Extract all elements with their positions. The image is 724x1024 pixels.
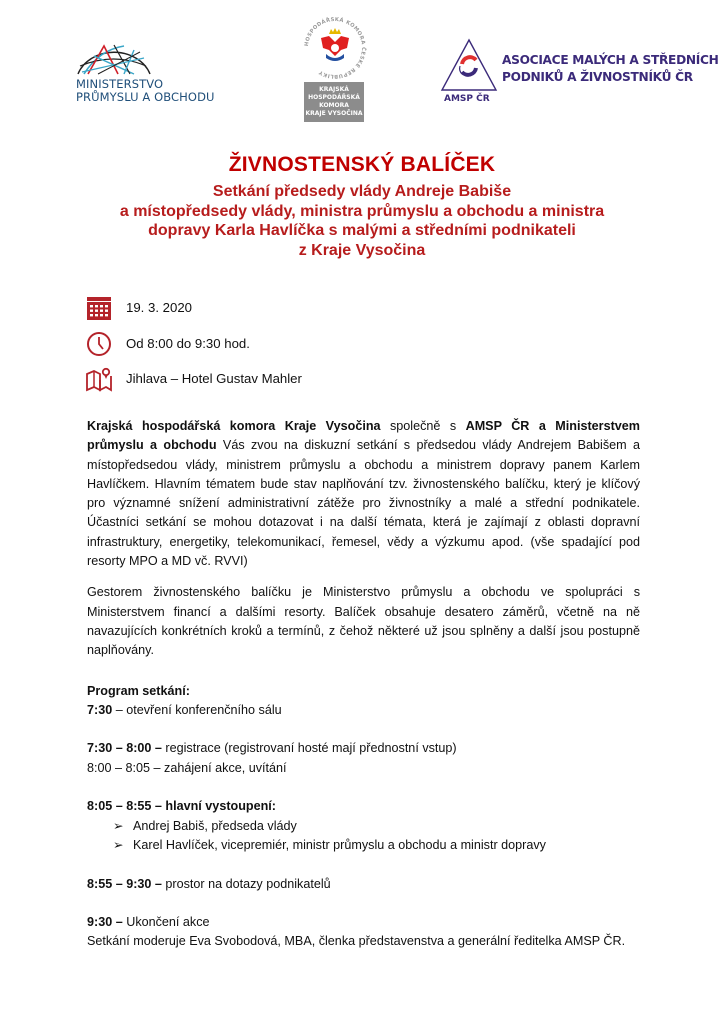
mpo-globe-icon bbox=[74, 42, 154, 76]
logo-hk bbox=[295, 16, 375, 124]
program-heading: Program setkání: bbox=[87, 683, 190, 698]
event-date-row bbox=[86, 295, 192, 321]
program-item bbox=[87, 701, 640, 720]
map-pin-icon bbox=[86, 366, 112, 392]
subtitle-line: Setkání předsedy vlády Andreje Babiše bbox=[212, 183, 512, 200]
event-time-row bbox=[86, 331, 250, 357]
hk-box-line: HOSPODÁŘSKÁ bbox=[308, 94, 360, 101]
subtitle-line: a místopředsedy vlády, ministra průmyslu a obchodu a ministra bbox=[119, 202, 605, 220]
calendar-icon bbox=[86, 295, 112, 321]
mpo-name-line2: PRŮMYSLU A OBCHODU bbox=[76, 90, 215, 104]
document-body bbox=[87, 417, 640, 952]
amsp-name-line1: ASOCIACE MALÝCH A STŘEDNÍCH bbox=[502, 53, 719, 67]
moderator-line: Setkání moderuje Eva Svobodová, MBA, členka představenstva a generální ředitelka AMSP ČR. bbox=[87, 934, 626, 949]
event-place: Jihlava – Hotel Gustav Mahler bbox=[126, 371, 302, 386]
para-text: společně s bbox=[380, 419, 466, 433]
program-text: 8:00 – 8:05 – zahájení akce, uvítání bbox=[87, 760, 287, 775]
hk-box-line: KRAJE VYSOČINA bbox=[305, 110, 363, 117]
invitation-paragraph bbox=[87, 417, 640, 571]
program-sep: – bbox=[112, 702, 127, 717]
arrow-bullet-icon: ➢ bbox=[113, 818, 124, 833]
program-time: 8:55 – 9:30 – bbox=[87, 876, 162, 891]
speaker-text: Andrej Babiš, předseda vlády bbox=[133, 818, 297, 833]
subtitle-line: z Kraje Vysočina bbox=[298, 241, 426, 259]
subtitle-line: dopravy Karla Havlíčka s malými a středními podnikateli bbox=[148, 222, 576, 239]
amsp-name-line2: PODNIKŮ A ŽIVNOSTNÍKŮ ČR bbox=[502, 70, 693, 84]
program-time: 9:30 – bbox=[87, 915, 123, 930]
para-text: Vás zvou na diskuzní setkání s předsedou vlády Andrejem Babišem a místopředsedou vlády, ministrem průmyslu a obchodu a ministrem dopravy panem Karlem Havlíčkem. Hlavním tématem bude stav naplňování tzv. živnostenského balíčku, který je klíčový pro významné snížení administrativní zátěže pro živnostníky a malé a střední podnikatele. Účastníci setkání se mohou dotazovat i na další témata, která je zajímají z oblasti dopravní infrastruktury, energetiky, telekomunikací, řemesel, vědy a výzkumu apod. (vše spadající pod resorty MPO a MD vč. RVVI) bbox=[87, 438, 640, 569]
program-item bbox=[87, 759, 640, 778]
program-time: 7:30 bbox=[87, 702, 113, 717]
program-item bbox=[87, 875, 640, 894]
program-item bbox=[87, 739, 640, 758]
program-text: Ukončení akce bbox=[122, 915, 210, 930]
page-title: ŽIVNOSTENSKÝ BALÍČEK bbox=[228, 153, 496, 176]
hk-name-box bbox=[304, 82, 364, 122]
event-time: Od 8:00 do 9:30 hod. bbox=[126, 336, 250, 351]
amsp-triangle-icon bbox=[440, 38, 498, 92]
speaker-text: Karel Havlíček, vicepremiér, ministr průmyslu a obchodu a ministr dopravy bbox=[133, 837, 546, 852]
program-section bbox=[87, 682, 640, 952]
speaker-item bbox=[87, 836, 640, 855]
program-item bbox=[87, 797, 640, 816]
org-chamber: Krajská hospodářská komora Kraje Vysočina bbox=[87, 419, 381, 433]
program-text: registrace (registrovaní hosté mají přednostní vstup) bbox=[161, 741, 457, 756]
clock-icon bbox=[86, 331, 112, 357]
speaker-item bbox=[87, 817, 640, 836]
logo-mpo bbox=[74, 42, 244, 112]
arrow-bullet-icon: ➢ bbox=[113, 837, 124, 852]
logo-amsp bbox=[440, 38, 719, 110]
program-item bbox=[87, 913, 640, 932]
org-partners: AMSP ČR a Ministerstvem průmyslu a obchodu bbox=[87, 419, 640, 453]
event-place-row bbox=[86, 366, 302, 392]
program-time: 7:30 – 8:00 – bbox=[87, 741, 162, 756]
program-text: otevření konferenčního sálu bbox=[126, 702, 282, 717]
mpo-name-line1: MINISTERSTVO bbox=[76, 77, 164, 91]
program-text: prostor na dotazy podnikatelů bbox=[161, 876, 331, 891]
hk-box-line: KOMORA bbox=[319, 102, 349, 109]
amsp-abbr: AMSP ČR bbox=[444, 94, 490, 104]
hk-emblem-icon bbox=[295, 16, 375, 80]
page-subtitle bbox=[0, 182, 724, 260]
hk-ring-text: HOSPODÁŘSKÁ KOMORA ČESKÉ REPUBLIKY bbox=[303, 16, 367, 80]
hk-box-line: KRAJSKÁ bbox=[319, 86, 349, 93]
program-time: 8:05 – 8:55 – hlavní vystoupení: bbox=[87, 799, 276, 814]
event-date: 19. 3. 2020 bbox=[126, 300, 192, 315]
package-paragraph: Gestorem živnostenského balíčku je Ministerstvo průmyslu a obchodu ve spolupráci s Ministerstvem financí a dalšími resorty. Balíček obsahuje desatero záměrů, včetně na ně navazujících konkrétních kroků a termínů, z čehož některé už jsou splněny a další jsou postupně naplňovány. bbox=[87, 585, 640, 658]
